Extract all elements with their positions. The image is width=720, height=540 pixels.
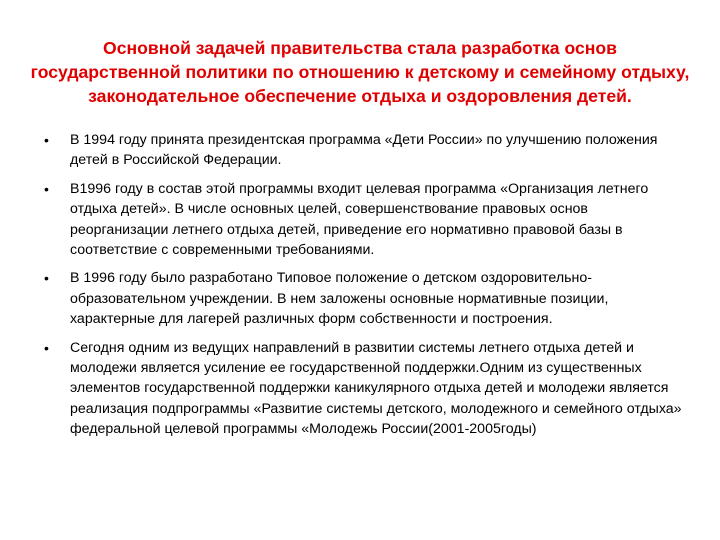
slide-title: Основной задачей правительства стала разработка основ государственной политики по отношению к детскому и семейному отдыху, законодательное обеспечение отдыха и оздоровления детей.	[30, 38, 690, 106]
bullet-marker: •	[44, 270, 49, 287]
bullet-text: В 1996 году было разработано Типовое положение о детском оздоровительно-образовательном учреждении. В нем заложены основные нормативные позиции, характерные для лагерей различных форм собственности и построения.	[70, 270, 609, 328]
bullet-marker: •	[44, 132, 49, 148]
bullet-text: Сегодня одним из ведущих направлений в развитии системы летнего отдыха детей и молодежи является усиление ее государственной поддержки.Одним из существенных элементов государственной поддержки каникулярного отдыха детей и молодежи является реализация подпрограммы «Развитие системы детского, молодежного и семейного отдыха» федеральной целевой программы «Молодежь России(2001-2005годы)	[70, 339, 682, 438]
bullet-marker: •	[44, 339, 49, 356]
bullet-item-2	[44, 179, 684, 261]
bullet-list	[44, 130, 684, 448]
bullet-text: В 1994 году принята президентская программа «Дети России» по улучшению положения детей в Российской Федерации.	[70, 132, 658, 169]
bullet-item-3	[44, 268, 684, 329]
bullet-item-1	[44, 130, 684, 171]
bullet-item-4	[44, 338, 684, 440]
bullet-text: В1996 году в состав этой программы входит целевая программа «Организация летнего отдыха детей». В числе основных целей, совершенствование правовых основ реорганизации летнего отдыха детей, приведение его нормативно правовой базы в соответствие с современными требованиями.	[70, 180, 649, 259]
bullet-marker: •	[44, 180, 49, 197]
